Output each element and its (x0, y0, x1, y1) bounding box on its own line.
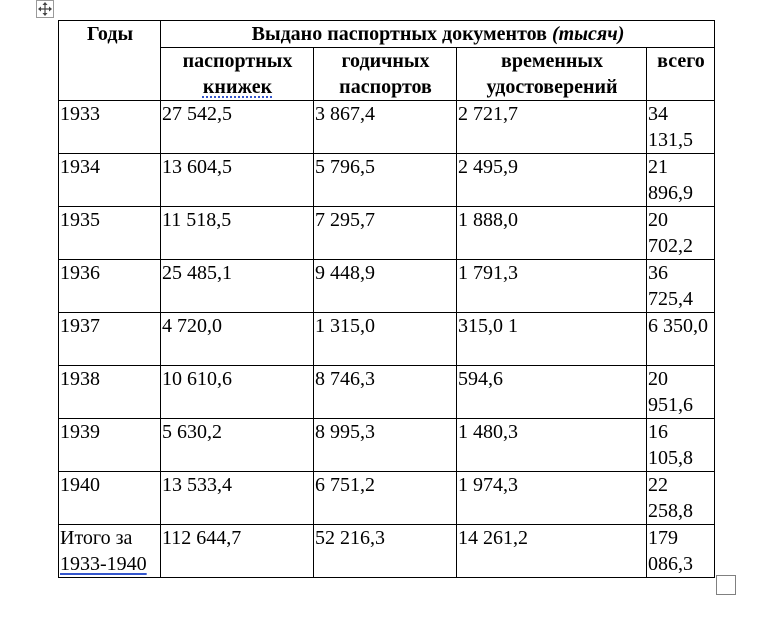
header-annual-line2: паспортов (339, 76, 432, 98)
header-temporary-line2: удостоверений (486, 76, 618, 98)
cell-annual[interactable]: 9 448,9 (314, 260, 457, 313)
cell-temporary[interactable]: 1 974,3 (457, 471, 647, 524)
header-issued-main: Выдано паспортных документов (251, 23, 552, 45)
cell-total-label[interactable] (59, 524, 161, 577)
cell-booklets[interactable]: 10 610,6 (161, 365, 314, 418)
cell-total[interactable]: 179 086,3 (647, 524, 715, 577)
cell-total[interactable]: 21 896,9 (647, 154, 715, 207)
cell-annual[interactable]: 1 315,0 (314, 313, 457, 366)
cell-booklets[interactable]: 11 518,5 (161, 207, 314, 260)
cell-temporary[interactable]: 1 480,3 (457, 418, 647, 471)
table-row (59, 418, 715, 471)
table-resize-handle-icon[interactable] (716, 575, 736, 595)
header-col-booklets[interactable] (161, 48, 314, 101)
table-move-handle-icon[interactable] (36, 0, 54, 18)
table-row (59, 260, 715, 313)
cell-annual[interactable]: 8 746,3 (314, 365, 457, 418)
cell-booklets[interactable]: 112 644,7 (161, 524, 314, 577)
cell-total[interactable]: 20 951,6 (647, 365, 715, 418)
table-row (59, 471, 715, 524)
cell-year[interactable]: 1936 (59, 260, 161, 313)
table-row (59, 365, 715, 418)
cell-annual[interactable]: 3 867,4 (314, 101, 457, 154)
cell-temporary[interactable]: 2 721,7 (457, 101, 647, 154)
table-row-total (59, 524, 715, 577)
total-label-line1: Итого за (60, 526, 133, 549)
cell-temporary[interactable]: 1 791,3 (457, 260, 647, 313)
header-issued-documents[interactable] (161, 21, 715, 48)
header-booklets-line2: книжек (202, 76, 273, 98)
cell-booklets[interactable]: 27 542,5 (161, 101, 314, 154)
cell-booklets[interactable]: 25 485,1 (161, 260, 314, 313)
header-years[interactable]: Годы (59, 21, 161, 101)
cell-booklets[interactable]: 5 630,2 (161, 418, 314, 471)
header-temporary-line1: временных (501, 50, 603, 72)
cell-total[interactable]: 34 131,5 (647, 101, 715, 154)
cell-year[interactable]: 1934 (59, 154, 161, 207)
cell-annual[interactable]: 7 295,7 (314, 207, 457, 260)
header-col-annual[interactable] (314, 48, 457, 101)
cell-temporary[interactable]: 14 261,2 (457, 524, 647, 577)
passport-documents-table (58, 20, 715, 578)
cell-year[interactable]: 1940 (59, 471, 161, 524)
table-row (59, 154, 715, 207)
cell-year[interactable]: 1935 (59, 207, 161, 260)
cell-total[interactable]: 6 350,0 (647, 313, 715, 366)
header-col-total[interactable]: всего (647, 48, 715, 101)
cell-annual[interactable]: 52 216,3 (314, 524, 457, 577)
header-row-main (59, 21, 715, 48)
header-annual-line1: годичных (341, 50, 430, 72)
cell-year[interactable]: 1939 (59, 418, 161, 471)
cell-temporary[interactable]: 1 888,0 (457, 207, 647, 260)
cell-booklets[interactable]: 13 533,4 (161, 471, 314, 524)
cell-temporary[interactable]: 594,6 (457, 365, 647, 418)
table-row (59, 313, 715, 366)
total-label-line2: 1933-1940 (60, 552, 147, 575)
cell-year[interactable]: 1933 (59, 101, 161, 154)
cell-booklets[interactable]: 13 604,5 (161, 154, 314, 207)
cell-total[interactable]: 36 725,4 (647, 260, 715, 313)
cell-annual[interactable]: 8 995,3 (314, 418, 457, 471)
cell-temporary[interactable]: 315,0 1 (457, 313, 647, 366)
header-issued-unit: (тысяч) (551, 23, 625, 45)
cell-annual[interactable]: 6 751,2 (314, 471, 457, 524)
cell-total[interactable]: 20 702,2 (647, 207, 715, 260)
table-row (59, 207, 715, 260)
cell-total[interactable]: 16 105,8 (647, 418, 715, 471)
cell-temporary[interactable]: 2 495,9 (457, 154, 647, 207)
cell-year[interactable]: 1938 (59, 365, 161, 418)
header-booklets-line1: паспортных (182, 50, 293, 72)
cell-year[interactable]: 1937 (59, 313, 161, 366)
cell-total[interactable]: 22 258,8 (647, 471, 715, 524)
header-col-temporary[interactable] (457, 48, 647, 101)
table-row (59, 101, 715, 154)
cell-annual[interactable]: 5 796,5 (314, 154, 457, 207)
cell-booklets[interactable]: 4 720,0 (161, 313, 314, 366)
four-arrows-move-icon (37, 1, 53, 17)
